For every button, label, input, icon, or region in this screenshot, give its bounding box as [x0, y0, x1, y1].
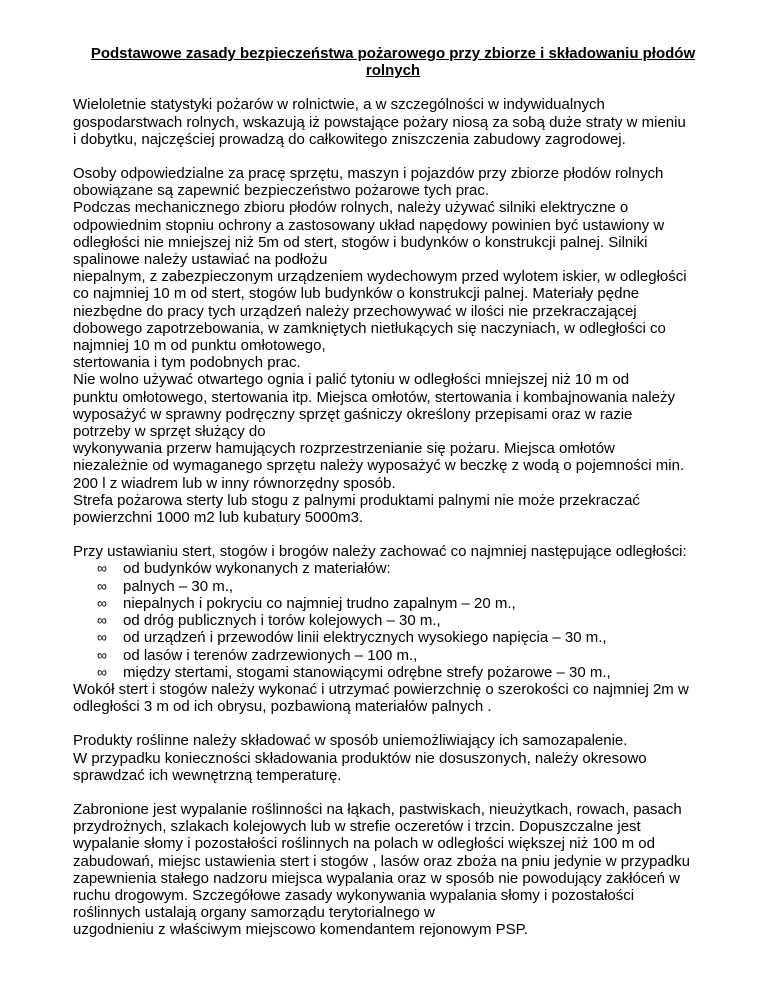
text-line: zapewnienia stałego nadzoru miejsca wypalania oraz w sposób nie powodujący zakłóceń w [73, 869, 681, 887]
list-item-text: od budynków wykonanych z materiałów: [123, 560, 391, 578]
text-line: Zabronione jest wypalanie roślinności na łąkach, pastwiskach, nieużytkach, rowach, pasach [73, 800, 682, 818]
text-line: potrzeby w sprzęt służący do [73, 423, 266, 441]
text-line: roślinnych ustalają organy samorządu terytorialnego w [73, 904, 435, 922]
bullet-icon: ∞ [97, 663, 107, 680]
bullet-icon: ∞ [97, 577, 107, 594]
text-line: spalinowe należy ustawiać na podłożu [73, 251, 328, 269]
list-item-text: palnych – 30 m., [123, 577, 234, 595]
text-line: Produkty roślinne należy składować w sposób uniemożliwiający ich samozapalenie. [73, 732, 628, 750]
text-line: Przy ustawianiu stert, stogów i brogów należy zachować co najmniej następujące odległości: [73, 543, 687, 561]
text-line: Wokół stert i stogów należy wykonać i utrzymać powierzchnię o szerokości co najmniej 2m w [73, 680, 689, 698]
text-line: obowiązane są zapewnić bezpieczeństwo pożarowe tych prac. [73, 182, 490, 200]
text-line: niepalnym, z zabezpieczonym urządzeniem wydechowym przed wylotem iskier, w odległości [73, 268, 687, 286]
text-line: Strefa pożarowa sterty lub stogu z palnymi produktami palnymi nie może przekraczać [73, 491, 640, 509]
list-item [73, 647, 713, 664]
bullet-icon: ∞ [97, 560, 107, 577]
document-page [73, 45, 713, 956]
title-line: rolnych [365, 62, 421, 80]
list-item [73, 664, 713, 681]
text-line: gospodarstwach rolnych, wskazują iż powstające pożary niosą za sobą duże straty w mieniu [73, 113, 686, 131]
list-item [73, 560, 713, 577]
paragraph-statistics [73, 96, 713, 148]
paragraph-distances [73, 543, 713, 715]
list-item [73, 578, 713, 595]
text-line: i dobytku, najczęściej prowadzą do całkowitego zniszczenia zabudowy zagrodowej. [73, 130, 626, 148]
text-line: niezbędne do pracy tych urządzeń należy przechowywać w ilości nie przekraczającej [73, 302, 637, 320]
list-item-text: od lasów i terenów zadrzewionych – 100 m., [123, 646, 418, 664]
list-item-text: niepalnych i pokryciu co najmniej trudno zapalnym – 20 m., [123, 594, 516, 612]
paragraph-burning [73, 801, 713, 939]
text-line: zabudowań, miejsc ustawienia stert i stogów , lasów oraz zboża na pniu jedynie w przypadku [73, 852, 690, 870]
list-item-text: od urządzeń i przewodów linii elektrycznych wysokiego napięcia – 30 m., [123, 629, 607, 647]
text-line: punktu omłotowego, stertowania itp. Miejsca omłotów, stertowania i kombajnowania należy [73, 388, 675, 406]
text-line: sprawdzać ich wewnętrzną temperaturę. [73, 766, 342, 784]
list-item-text: od dróg publicznych i torów kolejowych – 30 m., [123, 612, 441, 630]
title-line: Podstawowe zasady bezpieczeństwa pożarowego przy zbiorze i składowaniu płodów [90, 45, 696, 62]
text-line: Podczas mechanicznego zbioru płodów rolnych, należy używać silniki elektryczne o [73, 199, 629, 217]
text-line: wykonywania przerw hamujących rozprzestrzenianie się pożaru. Miejsca omłotów [73, 440, 615, 458]
text-line: przydrożnych, szlakach kolejowych lub w strefie oczeretów i trzcin. Dopuszczalne jest [73, 818, 641, 836]
text-line: Wieloletnie statystyki pożarów w rolnictwie, a w szczególności w indywidualnych [73, 96, 605, 114]
text-line: odległości 3 m od ich obrysu, pozbawioną materiałów palnych . [73, 698, 492, 716]
text-line: dobowego zapotrzebowania, w zamkniętych nietłukących się naczyniach, w odległości co [73, 319, 666, 337]
text-line: Osoby odpowiedzialne za pracę sprzętu, maszyn i pojazdów przy zbiorze płodów rolnych [73, 165, 664, 183]
text-line: wypalanie słomy i pozostałości roślinnych na polach w odległości większej niż 100 m od [73, 835, 655, 853]
text-line: ruchu drogowym. Szczegółowe zasady wykonywania wypalania słomy i pozostałości [73, 886, 635, 904]
list-item [73, 595, 713, 612]
text-line: co najmniej 10 m od stert, stogów lub budynków o konstrukcji palnej. Materiały pędne [73, 285, 640, 303]
paragraph-equipment-safety [73, 165, 713, 526]
text-line: uzgodnieniu z właściwym miejscowo komendantem rejonowym PSP. [73, 921, 528, 939]
list-item [73, 629, 713, 646]
text-line: powierzchni 1000 m2 lub kubatury 5000m3. [73, 509, 364, 527]
text-line: W przypadku konieczności składowania produktów nie dosuszonych, należy okresowo [73, 749, 647, 767]
bullet-icon: ∞ [97, 594, 107, 611]
text-line: stertowania i tym podobnych prac. [73, 354, 301, 372]
bullet-icon: ∞ [97, 612, 107, 629]
paragraph-storage [73, 732, 713, 784]
text-line: niezależnie od wymaganego sprzętu należy wyposażyć w beczkę z wodą o pojemności min. [73, 457, 685, 475]
text-line: Nie wolno używać otwartego ognia i palić tytoniu w odległości mniejszej niż 10 m od [73, 371, 630, 389]
distance-list [73, 560, 713, 680]
document-title [73, 45, 713, 79]
text-line: wyposażyć w sprawny podręczny sprzęt gaśniczy określony przepisami oraz w razie [73, 405, 633, 423]
text-line: 200 l z wiadrem lub w inny równorzędny sposób. [73, 474, 396, 492]
list-item-text: między stertami, stogami stanowiącymi odrębne strefy pożarowe – 30 m., [123, 663, 611, 681]
text-line: najmniej 10 m od punktu omłotowego, [73, 337, 326, 355]
list-item [73, 612, 713, 629]
text-line: odległości nie mniejszej niż 5m od stert, stogów i budynków o konstrukcji palnej. Silniki [73, 233, 648, 251]
bullet-icon: ∞ [97, 646, 107, 663]
bullet-icon: ∞ [97, 629, 107, 646]
text-line: odpowiednim stopniu ochrony a zastosowany układ napędowy powinien być ustawiony w [73, 216, 665, 234]
